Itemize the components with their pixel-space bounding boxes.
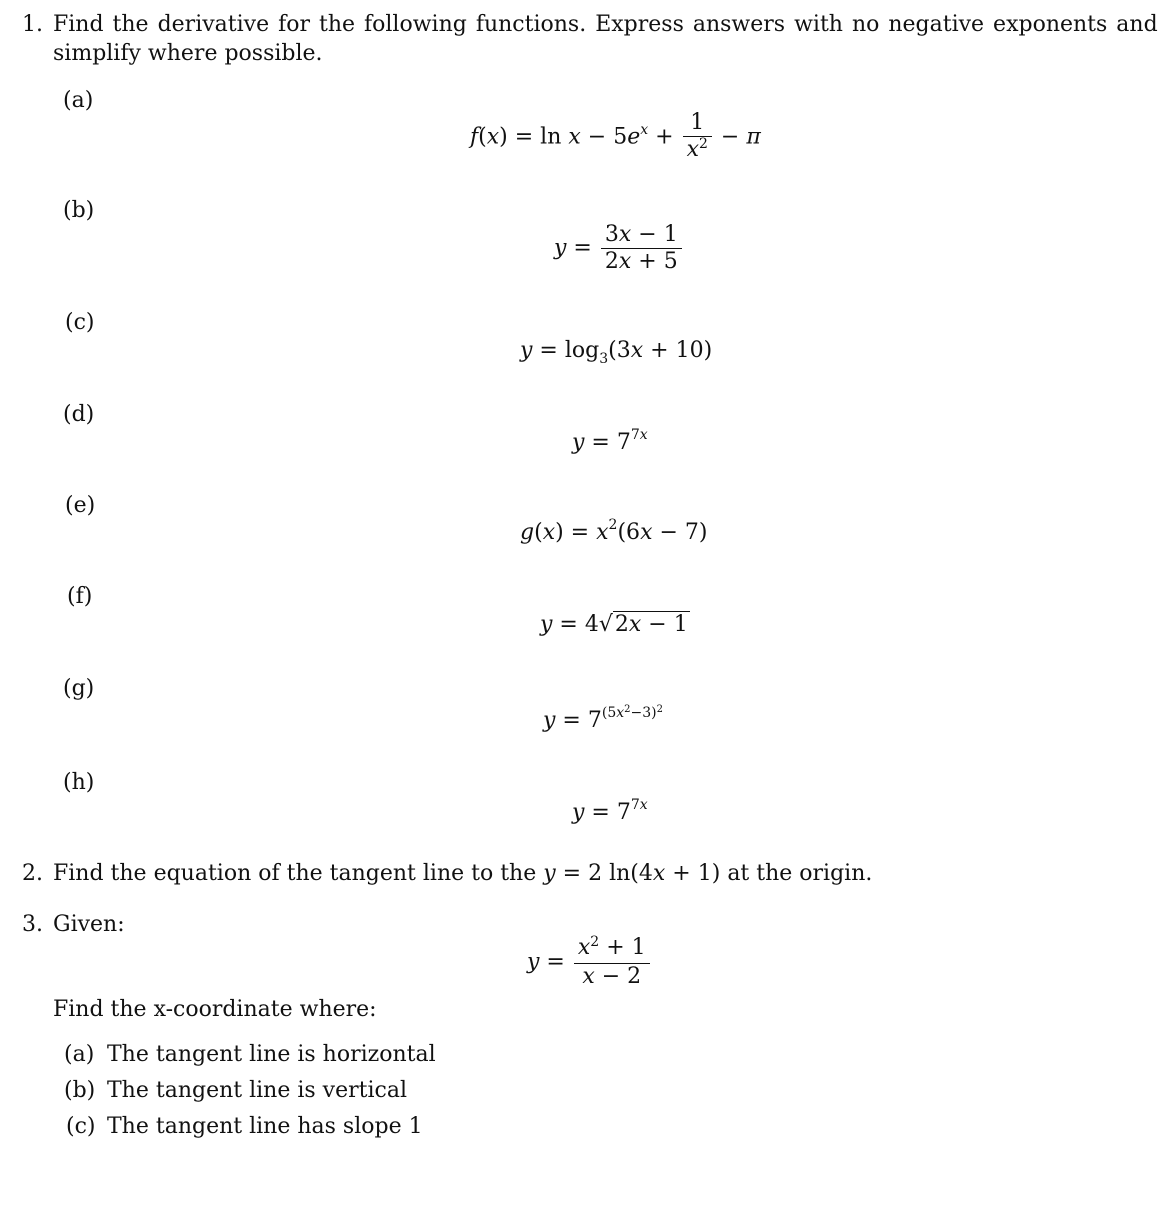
equation-e: $g(x) = x^2(6x - 7)$ (520, 517, 708, 545)
part-label-e: (e) (65, 493, 96, 518)
q1-text: Find the derivative for the following functions. Express answers with no negative exponents and (53, 12, 1158, 37)
equation-b: y = $\frac{3x - 1}{2x + 5}$ (554, 222, 684, 275)
equation-g: $y = 7^{(5x^2-3)^2}$ (543, 704, 663, 733)
q3-sub-text-c: The tangent line has slope 1 (107, 1114, 423, 1139)
q3-sub-label-a: (a) (64, 1042, 95, 1067)
q3-number: 3. (22, 912, 43, 937)
q2-equation: y = 2 ln(4x + 1) (543, 861, 721, 886)
q3-text: Given: (53, 912, 125, 937)
part-label-g: (g) (63, 676, 95, 701)
q3-sub-text-b: The tangent line is vertical (107, 1078, 407, 1103)
q2-number: 2. (22, 861, 43, 886)
q2-text-before: Find the equation of the tangent line to the (53, 861, 537, 886)
equation-f: y = 4√2x − 1 (540, 612, 688, 637)
equation-a: $f(x) = \ln x - 5e^x$ + $\frac{1}{x^2}$ − π (470, 110, 761, 162)
q2-line (53, 861, 872, 886)
q2-text-after: at the origin. (727, 861, 873, 886)
q1-text-line2: simplify where possible. (53, 41, 323, 66)
part-label-d: (d) (63, 402, 95, 427)
q1-number: 1. (22, 12, 43, 37)
q3-sub-label-c: (c) (66, 1114, 96, 1139)
part-label-f: (f) (67, 584, 93, 609)
q3-equation: y = $\frac{x^2 + 1}{x - 2}$ (527, 935, 652, 990)
part-label-b: (b) (63, 198, 95, 223)
part-label-c: (c) (65, 310, 95, 335)
equation-h: $y = 7^{7x}$ (572, 797, 648, 825)
equation-d: $y = 7^{7x}$ (572, 427, 648, 455)
equation-c: $y = \log_3(3x + 10)$ (520, 338, 713, 367)
q3-sub-label-b: (b) (64, 1078, 96, 1103)
q3-sub-text-a: The tangent line is horizontal (107, 1042, 436, 1067)
q3-find-text: Find the x-coordinate where: (53, 997, 377, 1022)
part-label-h: (h) (63, 770, 95, 795)
part-label-a: (a) (63, 88, 94, 113)
